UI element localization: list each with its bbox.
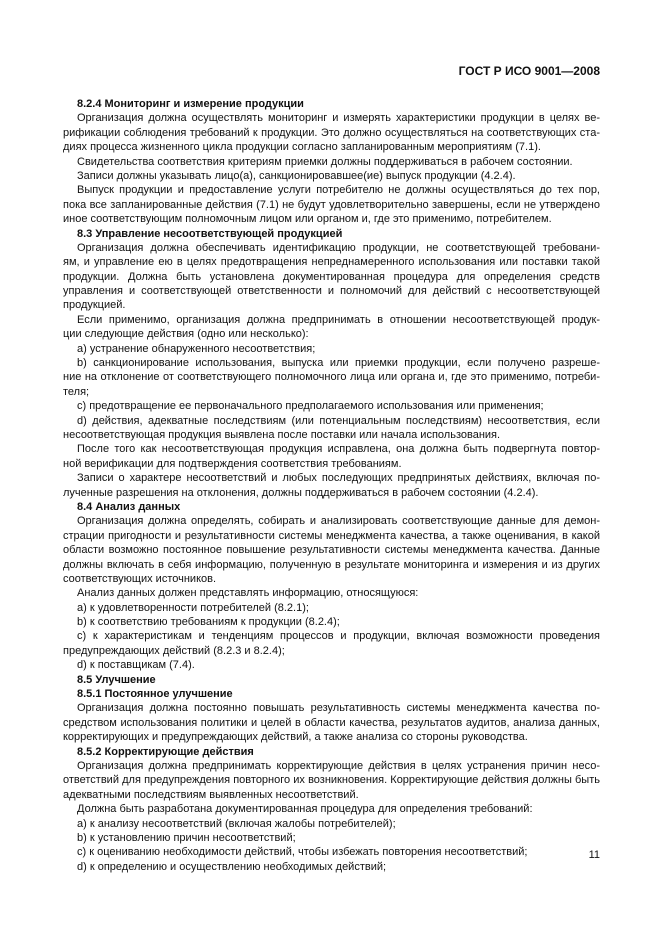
text-line: адекватными последствиям выявленных несоответствий. — [63, 788, 359, 801]
paragraph — [63, 629, 600, 658]
page-number: 11 — [588, 849, 600, 861]
paragraph — [63, 183, 600, 226]
text-line: рификации соблюдения требований к продукции. Это должно осуществляться на соответствующих ста- — [63, 126, 600, 139]
text-line: b) к установлению причин несоответствий; — [77, 831, 296, 844]
text-line: a) к удовлетворенности потребителей (8.2.1); — [77, 601, 309, 614]
paragraph — [63, 658, 600, 672]
text-line: 8.4 Анализ данных — [77, 500, 181, 513]
text-line: Если применимо, организация должна предпринимать в отношении несоответствующей продук- — [77, 313, 600, 326]
paragraph — [63, 586, 600, 600]
text-line: несоответствующая продукция выявлена после поставки или начала использования. — [63, 428, 501, 441]
paragraph — [63, 701, 600, 744]
text-line: b) к соответствию требованиям к продукции (8.2.4); — [77, 616, 340, 629]
paragraph — [63, 155, 600, 169]
paragraph — [63, 313, 600, 342]
section-heading — [63, 745, 600, 759]
text-line: После того как несоответствующая продукция исправлена, она должна быть подвергнута повтор- — [77, 443, 600, 456]
text-line: ции следующие действия (одно или несколько): — [63, 328, 309, 341]
text-line: Записи должны указывать лицо(а), санкционировавшее(ие) выпуск продукции (4.2.4). — [77, 169, 516, 182]
text-line: продукции. Должна быть установлена документированная процедура для определения средств — [63, 270, 600, 283]
paragraph — [63, 399, 600, 413]
document-body — [63, 97, 600, 874]
text-line: 8.3 Управление несоответствующей продукцией — [77, 227, 343, 240]
paragraph — [63, 442, 600, 471]
text-line: управления и соответствующей ответственности и полномочий для действий с несоответствующей — [63, 285, 600, 298]
paragraph — [63, 759, 600, 802]
text-line: 8.5 Улучшение — [77, 673, 156, 686]
text-line: Анализ данных должен представлять информацию, относящуюся: — [77, 587, 419, 600]
text-line: c) к характеристикам и тенденциям процессов и продукции, включая возможности проведения — [77, 630, 600, 643]
text-line: Записи о характере несоответствий и любых последующих предпринятых действиях, включая по- — [77, 472, 600, 485]
text-line: средством использования политики и целей в области качества, результатов аудитов, анализа данных, — [63, 716, 600, 729]
paragraph — [63, 241, 600, 313]
text-line: ответствий для предупреждения повторного их возникновения. Корректирующие действия должны быть — [63, 774, 600, 787]
text-line: b) санкционирование использования, выпуска или приемки продукции, если получено разреше- — [77, 357, 600, 370]
text-line: корректирующих и предупреждающих действий, а также анализа со стороны руководства. — [63, 731, 528, 744]
text-line: ной верификации для подтверждения соответствия требованиям. — [63, 457, 402, 470]
paragraph — [63, 615, 600, 629]
text-line: Свидетельства соответствия критериям приемки должны поддерживаться в рабочем состоянии. — [77, 155, 573, 168]
text-line: продукцией. — [63, 299, 126, 312]
text-line: d) к поставщикам (7.4). — [77, 659, 195, 672]
text-line: соответствующих источников. — [63, 572, 217, 585]
paragraph — [63, 169, 600, 183]
text-line: Организация должна предпринимать корректирующие действия в целях устранения причин несо- — [77, 759, 600, 772]
section-heading — [63, 500, 600, 514]
text-line: лученные разрешения на отклонения, должны поддерживаться в рабочем состоянии (4.2.4). — [63, 486, 539, 499]
text-line: ям, и управление ею в целях предотвращения непреднамеренного использования или поставки такой — [63, 256, 600, 269]
text-line: области возможно постоянное повышение результативности системы менеджмента качества. Данные — [63, 544, 600, 557]
section-heading — [63, 687, 600, 701]
paragraph — [63, 471, 600, 500]
text-line: 8.5.2 Корректирующие действия — [77, 745, 254, 758]
text-line: должны включать в себя информацию, полученную в результате мониторинга и измерения и из других — [63, 558, 600, 571]
paragraph — [63, 817, 600, 831]
paragraph — [63, 356, 600, 399]
text-line: c) предотвращение ее первоначального предполагаемого использования или применения; — [77, 400, 544, 413]
document-standard-id: ГОСТ Р ИСО 9001—2008 — [458, 64, 600, 78]
text-line: 8.5.1 Постоянное улучшение — [77, 688, 233, 701]
paragraph — [63, 860, 600, 874]
text-line: a) устранение обнаруженного несоответствия; — [77, 342, 316, 355]
paragraph — [63, 802, 600, 816]
paragraph — [63, 845, 600, 859]
text-line: страции пригодности и результативности системы менеджмента качества, а также оценивания, в какой — [63, 529, 600, 542]
paragraph — [63, 414, 600, 443]
text-line: Организация должна постоянно повышать результативность системы менеджмента качества по- — [77, 702, 600, 715]
paragraph — [63, 342, 600, 356]
text-line: иное соответствующим полномочным лицом или органом и, где это применимо, потребителем. — [63, 213, 552, 226]
text-line: Выпуск продукции и предоставление услуги потребителю не должны осуществляться до тех пор, — [77, 184, 600, 197]
text-line: предупреждающих действий (8.2.3 и 8.2.4); — [63, 644, 285, 657]
text-line: Организация должна осуществлять мониторинг и измерять характеристики продукции в целях ве- — [77, 112, 600, 125]
paragraph — [63, 514, 600, 586]
text-line: пока все запланированные действия (7.1) не будут удовлетворительно завершены, если не утверждено — [63, 198, 600, 211]
text-line: c) к оцениванию необходимости действий, чтобы избежать повторения несоответствий; — [77, 846, 528, 859]
text-line: d) к определению и осуществлению необходимых действий; — [77, 860, 387, 873]
paragraph — [63, 601, 600, 615]
text-line: a) к анализу несоответствий (включая жалобы потребителей); — [77, 817, 396, 830]
text-line: ние на отклонение от соответствующего полномочного лица или органа и, где это применимо, потреби- — [63, 371, 600, 384]
text-line: Должна быть разработана документированная процедура для определения требований: — [77, 803, 533, 816]
section-heading — [63, 97, 600, 111]
paragraph — [63, 111, 600, 154]
text-line: 8.2.4 Мониторинг и измерение продукции — [77, 98, 304, 110]
text-line: Организация должна определять, собирать и анализировать соответствующие данные для демон- — [77, 515, 600, 528]
text-line: d) действия, адекватные последствиям (или потенциальным последствиям) несоответствия, если — [77, 414, 600, 427]
text-line: Организация должна обеспечивать идентификацию продукции, не соответствующей требовани- — [77, 241, 600, 254]
text-line: диях процесса жизненного цикла продукции согласно запланированным мероприятиям (7.1). — [63, 141, 541, 154]
text-line: теля; — [63, 385, 90, 398]
paragraph — [63, 831, 600, 845]
section-heading — [63, 227, 600, 241]
section-heading — [63, 673, 600, 687]
